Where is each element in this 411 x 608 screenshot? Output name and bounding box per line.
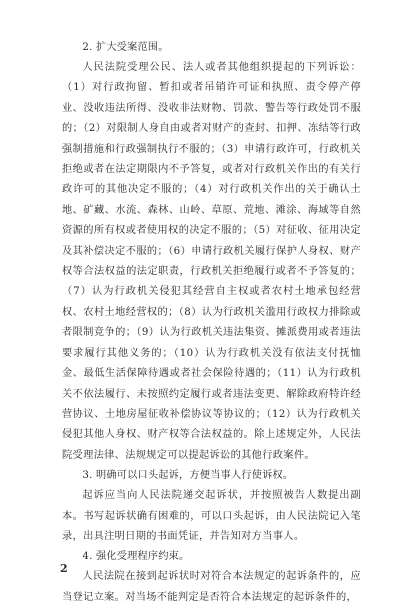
body-paragraph: 起诉应当向人民法院递交起诉状，并按照被告人数提出副本。书写起诉状确有困难的，可以口头起诉，由人民法院记入笔录，出具注明日期的书面凭证，并告知对方当事人。 [62, 490, 361, 542]
document-body [62, 38, 361, 608]
section-heading: 4. 强化受理程序约束。 [82, 551, 190, 563]
body-paragraph: 人民法院在接到起诉状时对符合本法规定的起诉条件的，应当登记立案。对当场不能判定是否符合本法规定的起诉条件的， [62, 571, 361, 603]
page-number: 2 [60, 562, 68, 575]
section-heading: 3. 明确可以口头起诉，方便当事人行使诉权。 [82, 470, 294, 482]
body-paragraph: 人民法院受理公民、法人或者其他组织提起的下列诉讼：（1）对行政拘留、暂扣或者吊销许可证和执照、责令停产停业、没收违法所得、没收非法财物、罚款、警告等行政处罚不服的；（2）对限制人身自由或者对财产的查封、扣押、冻结等行政强制措施和行政强制执行不服的；（3）申请行政许可，行政机关拒绝或者在法定期限内不予答复，或者对行政机关作出的有关行政许可的其他决定不服的；（4）对行政机关作出的关于确认土地、矿藏、水流、森林、山岭、草原、荒地、滩涂、海域等自然资源的所有权或者使用权的决定不服的；（5）对征收、征用决定及其补偿决定不服的；（6）申请行政机关履行保护人身权、财产权等合法权益的法定职责，行政机关拒绝履行或者不予答复的；（7）认为行政机关侵犯其经营自主权或者农村土地承包经营权、农村土地经营权的；（8）认为行政机关滥用行政权力排除或者限制竞争的；（9）认为行政机关违法集资、摊派费用或者违法要求履行其他义务的；（10）认为行政机关没有依法支付抚恤金、最低生活保障待遇或者社会保险待遇的；（11）认为行政机关不依法履行、未按照约定履行或者违法变更、解除政府特许经营协议、土地房屋征收补偿协议等协议的；（12）认为行政机关侵犯其他人身权、财产权等合法权益的。除上述规定外，人民法院受理法律、法规规定可以提起诉讼的其他行政案件。 [62, 62, 361, 461]
section-heading: 2. 扩大受案范围。 [82, 42, 169, 53]
